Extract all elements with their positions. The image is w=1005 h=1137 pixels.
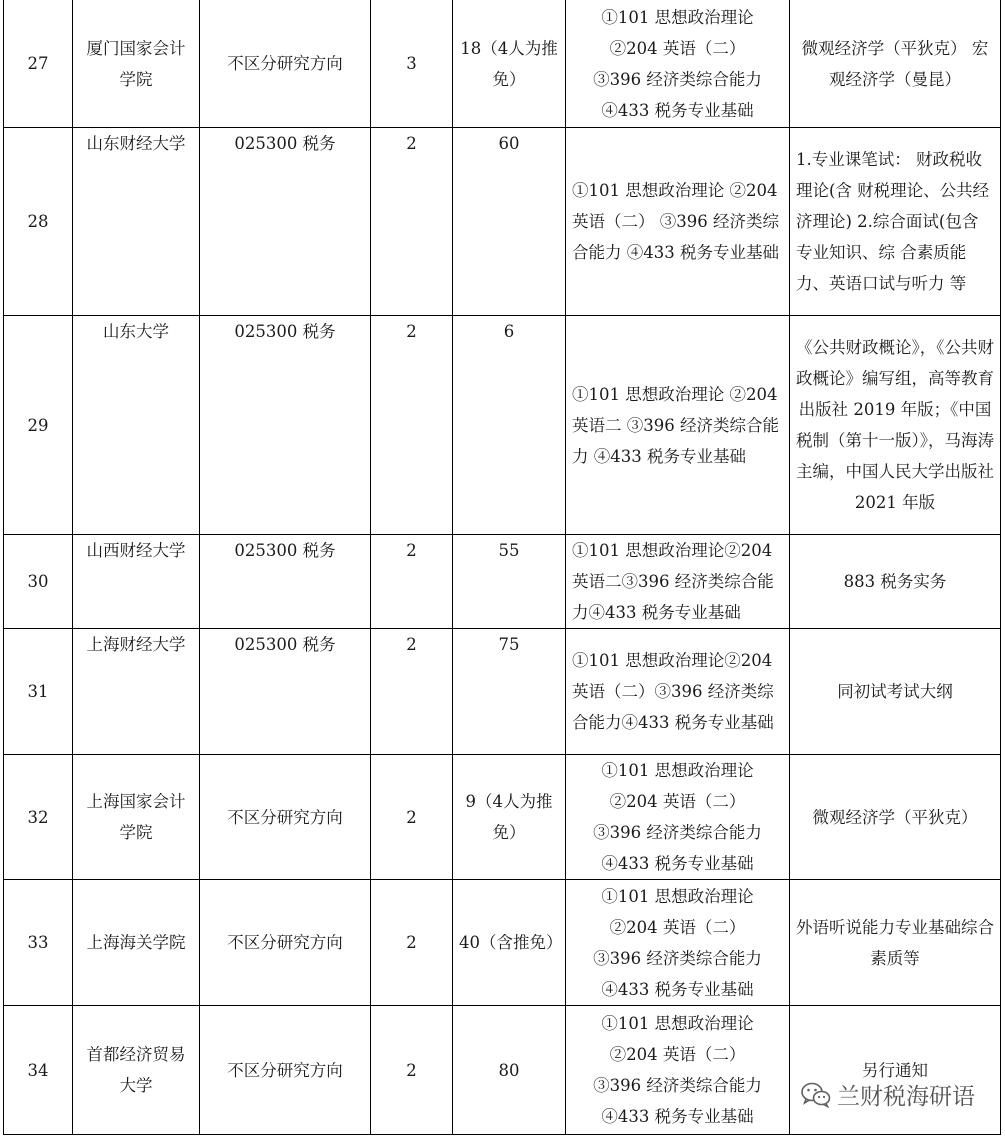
research-direction: 不区分研究方向 (200, 0, 371, 128)
enrollment-count: 80 (453, 1006, 566, 1135)
enrollment-count: 9（4人为推免） (453, 755, 566, 880)
enrollment-count: 40（含推免） (453, 880, 566, 1006)
retest-reference: 另行通知 (790, 1006, 1001, 1135)
table-row (4, 0, 1001, 128)
exam-subject: ①101 思想政治理论 (601, 761, 754, 780)
table-row (4, 880, 1001, 1006)
enrollment-count: 18（4人为推免） (453, 0, 566, 128)
study-duration: 2 (371, 1006, 453, 1135)
row-number: 28 (4, 128, 73, 316)
retest-reference: 同初试考试大纲 (790, 629, 1001, 755)
exam-subjects: ①101 思想政治理论②204 英语（二）③396 经济类综合能力④433 税务专业基础 (566, 629, 790, 755)
school-name: 山东财经大学 (73, 128, 200, 316)
exam-subjects (566, 880, 790, 1006)
admissions-table (3, 0, 1001, 1135)
research-direction: 025300 税务 (200, 629, 371, 755)
watermark-text: 兰财税海研语 (837, 1084, 975, 1110)
retest-reference: 《公共财政概论》，《公共财政概论》编写组，高等教育出版社 2019 年版；《中国税制（第十一版）》，马海涛主编，中国人民大学出版社 2021 年版 (790, 316, 1001, 535)
exam-subjects (566, 755, 790, 880)
exam-subject: ④433 税务专业基础 (601, 100, 754, 120)
school-name: 厦门国家会计学院 (73, 0, 200, 128)
school-name: 首都经济贸易大学 (73, 1006, 200, 1135)
enrollment-count: 6 (453, 316, 566, 535)
exam-subject: ②204 英语（二） (609, 792, 746, 811)
research-direction: 025300 税务 (200, 535, 371, 629)
row-number: 29 (4, 316, 73, 535)
retest-reference: 883 税务实务 (790, 535, 1001, 629)
study-duration: 2 (371, 535, 453, 629)
school-name: 山东大学 (73, 316, 200, 535)
row-number: 31 (4, 629, 73, 755)
exam-subject: ④433 税务专业基础 (601, 979, 754, 999)
exam-subject: ③396 经济类综合能力 (593, 69, 762, 89)
enrollment-count: 55 (453, 535, 566, 629)
exam-subjects: ①101 思想政治理论 ②204 英语（二） ③396 经济类综合能力 ④433 税务专业基础 (566, 128, 790, 316)
study-duration: 2 (371, 316, 453, 535)
exam-subject: ③396 经济类综合能力 (593, 948, 762, 968)
exam-subjects (566, 1006, 790, 1135)
school-name: 上海海关学院 (73, 880, 200, 1006)
study-duration: 2 (371, 755, 453, 880)
exam-subject: ①101 思想政治理论 (601, 7, 754, 27)
retest-reference: 微观经济学（平狄克） (790, 755, 1001, 880)
exam-subjects: ①101 思想政治理论 ②204 英语二 ③396 经济类综合能力 ④433 税务专业基础 (566, 316, 790, 535)
row-number: 34 (4, 1006, 73, 1135)
exam-subject: ①101 思想政治理论 (601, 886, 754, 906)
research-direction: 025300 税务 (200, 316, 371, 535)
exam-subject: ④433 税务专业基础 (601, 854, 754, 873)
watermark (801, 1078, 975, 1111)
research-direction: 不区分研究方向 (200, 755, 371, 880)
table-row (4, 629, 1001, 755)
exam-subject: ②204 英语（二） (609, 1045, 746, 1064)
school-name: 山西财经大学 (73, 535, 200, 629)
school-name: 上海财经大学 (73, 629, 200, 755)
row-number: 33 (4, 880, 73, 1006)
row-number: 32 (4, 755, 73, 880)
study-duration: 2 (371, 880, 453, 1006)
wechat-icon (801, 1082, 831, 1108)
exam-subject: ④433 税务专业基础 (601, 1107, 754, 1126)
research-direction: 025300 税务 (200, 128, 371, 316)
exam-subject: ③396 经济类综合能力 (593, 823, 762, 842)
enrollment-count: 75 (453, 629, 566, 755)
exam-subject: ②204 英语（二） (609, 917, 746, 937)
row-number: 30 (4, 535, 73, 629)
retest-reference: 外语听说能力专业基础综合素质等 (790, 880, 1001, 1006)
research-direction: 不区分研究方向 (200, 880, 371, 1006)
research-direction: 不区分研究方向 (200, 1006, 371, 1135)
row-number: 27 (4, 0, 73, 128)
exam-subject: ①101 思想政治理论 (601, 1014, 754, 1033)
study-duration: 2 (371, 629, 453, 755)
table-row (4, 128, 1001, 316)
table-row (4, 535, 1001, 629)
exam-subjects (566, 0, 790, 128)
exam-subjects: ①101 思想政治理论②204 英语二③396 经济类综合能力④433 税务专业基础 (566, 535, 790, 629)
study-duration: 2 (371, 128, 453, 316)
exam-subject: ③396 经济类综合能力 (593, 1076, 762, 1095)
exam-subject: ②204 英语（二） (609, 38, 746, 58)
retest-reference: 微观经济学（平狄克） 宏观经济学（曼昆） (790, 0, 1001, 128)
table-row (4, 316, 1001, 535)
retest-reference: 1.专业课笔试： 财政税收理论(含 财税理论、公共经济理论) 2.综合面试(包含专业知识、综 合素质能力、英语口试与听力 等 (790, 128, 1001, 316)
table-row (4, 1006, 1001, 1135)
study-duration: 3 (371, 0, 453, 128)
table-row (4, 755, 1001, 880)
enrollment-count: 60 (453, 128, 566, 316)
school-name: 上海国家会计学院 (73, 755, 200, 880)
